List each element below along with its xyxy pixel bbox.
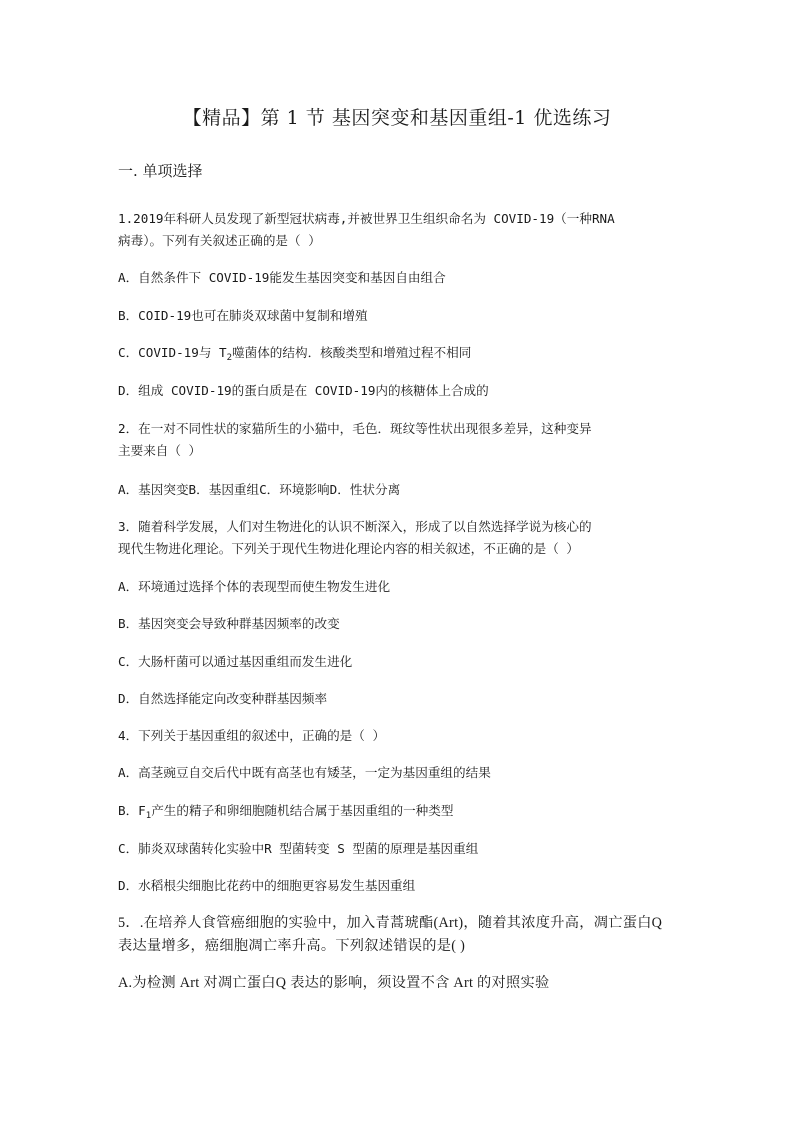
question-2-line-1: 2．在一对不同性状的家猫所生的小猫中，毛色．斑纹等性状出现很多差异，这种变异 [118,421,592,436]
question-4-option-d: D．水稻根尖细胞比花药中的细胞更容易发生基因重组 [118,878,416,893]
question-2-options: A．基因突变B．基因重组C．环境影响D．性状分离 [118,482,401,497]
option-b-prefix: B．F [118,803,146,818]
question-2-line-2: 主要来自（ ） [118,443,202,458]
question-5-line-2: 表达量增多，癌细胞凋亡率升高。下列叙述错误的是( ) [118,938,466,954]
question-1-option-a: A．自然条件下 COVID-19能发生基因突变和基因自由组合 [118,270,446,285]
question-4-option-c: C．肺炎双球菌转化实验中R 型菌转变 S 型菌的原理是基因重组 [118,841,479,856]
subscript-2: 2 [226,353,233,363]
question-3-option-a: A．环境通过选择个体的表现型而使生物发生进化 [118,579,391,594]
question-1-option-d: D．组成 COVID-19的蛋白质是在 COVID-19内的核糖体上合成的 [118,383,489,398]
question-1-option-b: B．COID-19也可在肺炎双球菌中复制和增殖 [118,308,368,323]
option-c-rest: 噬菌体的结构．核酸类型和增殖过程不相同 [232,345,472,360]
section-heading: 一. 单项选择 [118,162,203,180]
question-3-option-c: C．大肠杆菌可以通过基因重组而发生进化 [118,654,353,669]
question-1-option-c [118,342,678,369]
option-c-prefix: C．COVID-19与 T [118,345,227,360]
option-b-rest: 产生的精子和卵细胞随机结合属于基因重组的一种类型 [151,803,454,818]
question-3-option-d: D．自然选择能定向改变种群基因频率 [118,691,328,706]
question-3-line-2: 现代生物进化理论。下列关于现代生物进化理论内容的相关叙述，不正确的是（ ） [118,541,579,556]
question-1-line-2: 病毒）。下列有关叙述正确的是（ ） [118,233,321,248]
question-5-line-1: 5．.在培养人食管癌细胞的实验中，加入青蒿琥酯(Art)，随着其浓度升高，凋亡蛋白Q [118,915,663,931]
question-5-option-a: A.为检测 Art 对凋亡蛋白Q 表达的影响，须设置不含 Art 的对照实验 [118,975,550,991]
question-4-stem: 4．下列关于基因重组的叙述中，正确的是（ ） [118,728,386,743]
question-1-line-1: 1.2019年科研人员发现了新型冠状病毒,并被世界卫生组织命名为 COVID-19（一种RNA [118,211,615,226]
page-title: 【精品】第 1 节 基因突变和基因重组-1 优选练习 [182,107,612,129]
question-4-option-b [118,800,678,827]
question-3-line-1: 3．随着科学发展，人们对生物进化的认识不断深入，形成了以自然选择学说为核心的 [118,519,592,534]
question-4-option-a: A．高茎豌豆自交后代中既有高茎也有矮茎，一定为基因重组的结果 [118,765,491,780]
question-3-option-b: B．基因突变会导致种群基因频率的改变 [118,616,340,631]
subscript-1: 1 [145,811,152,821]
